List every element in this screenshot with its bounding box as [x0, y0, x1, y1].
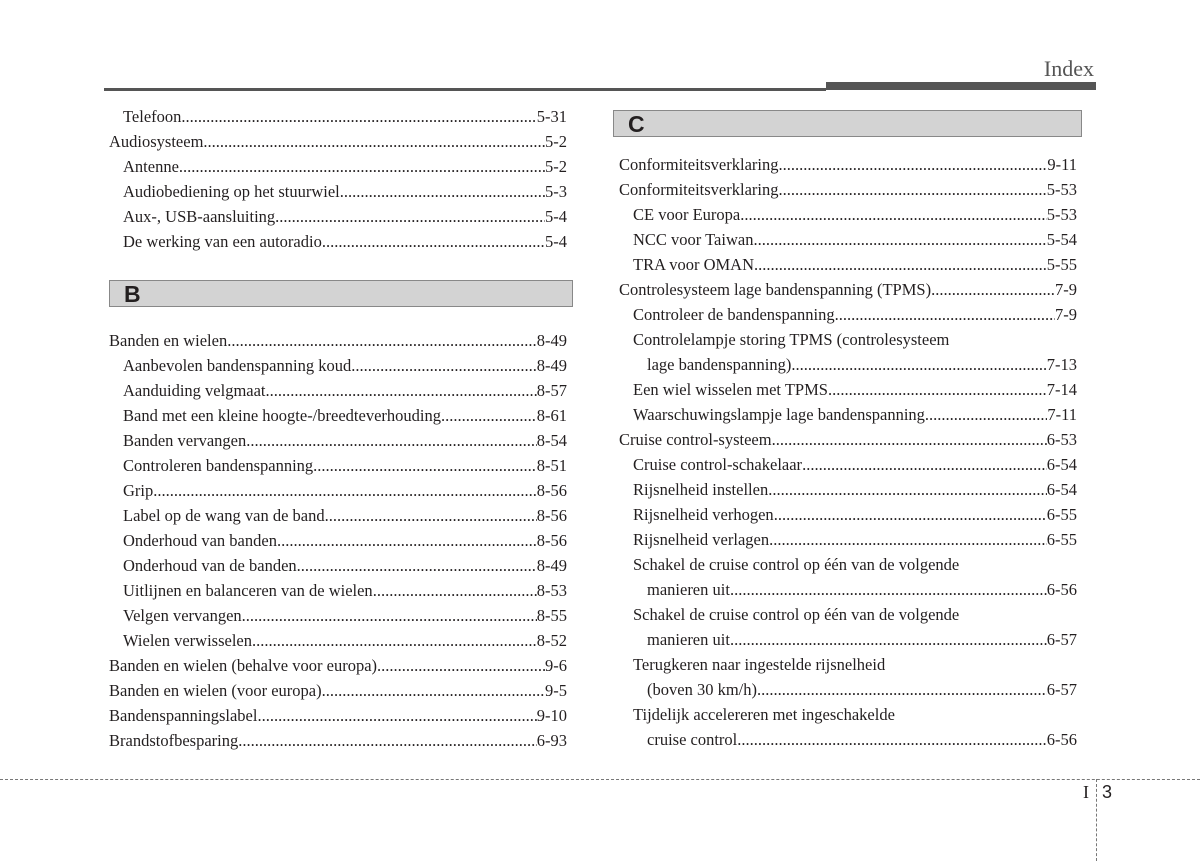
entry-page: 8-49: [536, 556, 567, 575]
entry-label: Banden en wielen (behalve voor europa): [109, 656, 378, 675]
entry-page: 5-4: [545, 207, 567, 226]
index-entry: [619, 552, 1077, 577]
entry-label: Conformiteitsverklaring: [619, 155, 779, 174]
index-entry: [619, 152, 1077, 177]
entry-page: 5-54: [1046, 230, 1077, 249]
entry-label: Uitlijnen en balanceren van de wielen: [123, 581, 373, 600]
header-bar: [826, 82, 1096, 90]
dot-leader: [322, 678, 545, 703]
dot-leader: [768, 477, 1047, 502]
dot-leader: [153, 478, 537, 503]
entry-label: Aanbevolen bandenspanning koud: [123, 356, 352, 375]
index-entry: [619, 177, 1077, 202]
entry-page: 6-93: [536, 731, 567, 750]
index-entry: [109, 154, 567, 179]
dot-leader: [753, 227, 1046, 252]
index-entry: [619, 677, 1077, 702]
index-entry: [109, 179, 567, 204]
header-rule: [104, 88, 826, 91]
dot-leader: [772, 427, 1047, 452]
entry-label: Banden en wielen (voor europa): [109, 681, 322, 700]
index-entry: [619, 402, 1077, 427]
index-entry: [619, 527, 1077, 552]
entry-page: 8-51: [536, 456, 567, 475]
index-entry: [109, 428, 567, 453]
entry-page: 5-53: [1046, 205, 1077, 224]
entry-page: 8-53: [536, 581, 567, 600]
entry-label: Aux-, USB-aansluiting: [123, 207, 276, 226]
entry-page: 8-54: [536, 431, 567, 450]
entry-label: Schakel de cruise control op één van de volgende: [633, 555, 960, 574]
index-entry: [109, 104, 567, 129]
entry-page: 8-61: [536, 406, 567, 425]
entry-label: Rijsnelheid verhogen: [633, 505, 774, 524]
entry-label: TRA voor OMAN: [633, 255, 755, 274]
index-entry: [109, 403, 567, 428]
entry-label: Een wiel wisselen met TPMS: [633, 380, 828, 399]
entry-label: Aanduiding velgmaat: [123, 381, 266, 400]
entry-label: Rijsnelheid verlagen: [633, 530, 770, 549]
entry-label: cruise control: [647, 730, 738, 749]
dot-leader: [238, 728, 537, 753]
entry-page: 5-3: [545, 182, 567, 201]
entry-page: 6-56: [1046, 730, 1077, 749]
index-entry: [109, 204, 567, 229]
entry-label: Bandenspanningslabel: [109, 706, 258, 725]
entry-page: 8-55: [536, 606, 567, 625]
entry-label: Controleer de bandenspanning: [633, 305, 835, 324]
entry-label: Onderhoud van banden: [123, 531, 277, 550]
index-entry: [619, 327, 1077, 352]
index-list-a: [109, 104, 567, 254]
footer-section: I: [1083, 782, 1089, 802]
entry-page: 8-57: [536, 381, 567, 400]
index-entry: [619, 252, 1077, 277]
entry-label: Grip: [123, 481, 154, 500]
index-entry: [109, 453, 567, 478]
dot-leader: [730, 577, 1047, 602]
dot-leader: [373, 578, 537, 603]
entry-page: 5-55: [1046, 255, 1077, 274]
entry-page: 6-55: [1046, 505, 1077, 524]
index-entry: [109, 378, 567, 403]
dot-leader: [757, 677, 1047, 702]
entry-page: 8-56: [536, 506, 567, 525]
dot-leader: [203, 129, 545, 154]
index-entry: [619, 652, 1077, 677]
index-entry: [619, 502, 1077, 527]
dot-leader: [351, 353, 537, 378]
entry-label: Brandstofbesparing: [109, 731, 239, 750]
entry-page: 5-4: [545, 232, 567, 251]
entry-page: 6-54: [1046, 455, 1077, 474]
dot-leader: [740, 202, 1047, 227]
entry-label: Audiosysteem: [109, 132, 204, 151]
entry-page: 7-11: [1047, 405, 1077, 424]
index-entry: [619, 202, 1077, 227]
entry-page: 7-13: [1046, 355, 1077, 374]
entry-label: Velgen vervangen: [123, 606, 242, 625]
entry-label: CE voor Europa: [633, 205, 741, 224]
dot-leader: [737, 727, 1046, 752]
dot-leader: [802, 452, 1047, 477]
dot-leader: [441, 403, 537, 428]
entry-label: Waarschuwingslampje lage bandenspanning: [633, 405, 925, 424]
entry-page: 6-57: [1046, 630, 1077, 649]
entry-page: 6-57: [1046, 680, 1077, 699]
entry-page: 7-9: [1055, 280, 1077, 299]
entry-label: Controlesysteem lage bandenspanning (TPMS): [619, 280, 932, 299]
index-entry: [109, 703, 567, 728]
index-entry: [109, 553, 567, 578]
entry-page: 5-31: [536, 107, 567, 126]
entry-page: 5-2: [545, 132, 567, 151]
entry-label: Wielen verwisselen: [123, 631, 252, 650]
entry-label: Terugkeren naar ingestelde rijsnelheid: [633, 655, 886, 674]
index-entry: [619, 627, 1077, 652]
index-entry: [109, 478, 567, 503]
entry-label: Audiobediening op het stuurwiel: [123, 182, 340, 201]
index-entry: [619, 277, 1077, 302]
entry-label: Label op de wang van de band: [123, 506, 325, 525]
entry-label: Cruise control-systeem: [619, 430, 772, 449]
dot-leader: [313, 453, 537, 478]
index-entry: [109, 628, 567, 653]
dot-leader: [730, 627, 1047, 652]
entry-label: Conformiteitsverklaring: [619, 180, 779, 199]
index-entry: [619, 477, 1077, 502]
entry-page: 9-5: [545, 681, 567, 700]
dot-leader: [252, 628, 537, 653]
entry-page: 9-11: [1047, 155, 1077, 174]
entry-label: lage bandenspanning): [647, 355, 792, 374]
dot-leader: [227, 328, 537, 353]
index-list-c: [619, 152, 1077, 752]
dot-leader: [835, 302, 1055, 327]
entry-label: (boven 30 km/h): [647, 680, 757, 699]
entry-page: 6-55: [1046, 530, 1077, 549]
entry-label: Controlelampje storing TPMS (controlesysteem: [633, 330, 950, 349]
dot-leader: [754, 252, 1047, 277]
dot-leader: [325, 503, 537, 528]
entry-label: Onderhoud van de banden: [123, 556, 297, 575]
entry-label: NCC voor Taiwan: [633, 230, 754, 249]
dot-leader: [257, 703, 536, 728]
dot-leader: [277, 528, 537, 553]
dot-leader: [828, 377, 1047, 402]
entry-page: 7-9: [1055, 305, 1077, 324]
entry-page: 8-56: [536, 481, 567, 500]
dot-leader: [791, 352, 1046, 377]
dot-leader: [297, 553, 537, 578]
dot-leader: [377, 653, 545, 678]
entry-label: Banden vervangen: [123, 431, 247, 450]
entry-label: Band met een kleine hoogte-/breedteverhouding: [123, 406, 441, 425]
entry-label: De werking van een autoradio: [123, 232, 322, 251]
entry-page: 8-49: [536, 331, 567, 350]
entry-label: Schakel de cruise control op één van de volgende: [633, 605, 960, 624]
dot-leader: [925, 402, 1047, 427]
section-header-b: B: [109, 280, 573, 307]
page-number: 3: [1102, 782, 1113, 802]
entry-label: Antenne: [123, 157, 179, 176]
header-title: Index: [1043, 56, 1094, 81]
index-entry: [109, 603, 567, 628]
index-entry: [109, 653, 567, 678]
entry-label: Rijsnelheid instellen: [633, 480, 769, 499]
dot-leader: [181, 104, 536, 129]
entry-page: 8-56: [536, 531, 567, 550]
index-list-b: [109, 328, 567, 753]
index-entry: [619, 602, 1077, 627]
entry-page: 6-56: [1046, 580, 1077, 599]
index-entry: [109, 229, 567, 254]
dot-leader: [774, 502, 1047, 527]
index-entry: [619, 352, 1077, 377]
dot-leader: [275, 204, 545, 229]
index-entry: [109, 528, 567, 553]
index-entry: [619, 377, 1077, 402]
index-entry: [109, 728, 567, 753]
index-entry: [109, 578, 567, 603]
index-entry: [109, 353, 567, 378]
dot-leader: [246, 428, 537, 453]
dot-leader: [778, 177, 1046, 202]
dot-leader: [340, 179, 545, 204]
entry-page: 8-49: [536, 356, 567, 375]
entry-page: 6-54: [1046, 480, 1077, 499]
entry-label: Controleren bandenspanning: [123, 456, 314, 475]
dot-leader: [266, 378, 537, 403]
footer-divider: [1096, 779, 1097, 861]
entry-label: manieren uit: [647, 630, 730, 649]
index-entry: [619, 302, 1077, 327]
index-entry: [109, 678, 567, 703]
entry-page: 6-53: [1046, 430, 1077, 449]
entry-label: manieren uit: [647, 580, 730, 599]
entry-page: 5-53: [1046, 180, 1077, 199]
entry-label: Tijdelijk accelereren met ingeschakelde: [633, 705, 895, 724]
dot-leader: [242, 603, 537, 628]
entry-page: 9-10: [536, 706, 567, 725]
index-entry: [619, 227, 1077, 252]
entry-label: Telefoon: [123, 107, 182, 126]
dot-leader: [769, 527, 1047, 552]
index-entry: [109, 328, 567, 353]
index-entry: [619, 427, 1077, 452]
footer-rule: [0, 779, 1200, 780]
entry-label: Banden en wielen: [109, 331, 228, 350]
entry-page: 5-2: [545, 157, 567, 176]
index-entry: [619, 452, 1077, 477]
dot-leader: [179, 154, 545, 179]
section-header-c: C: [613, 110, 1082, 137]
entry-page: 9-6: [545, 656, 567, 675]
index-entry: [619, 577, 1077, 602]
entry-page: 7-14: [1046, 380, 1077, 399]
entry-page: 8-52: [536, 631, 567, 650]
index-entry: [109, 503, 567, 528]
index-entry: [109, 129, 567, 154]
entry-label: Cruise control-schakelaar: [633, 455, 803, 474]
index-entry: [619, 727, 1077, 752]
dot-leader: [931, 277, 1055, 302]
dot-leader: [322, 229, 545, 254]
index-entry: [619, 702, 1077, 727]
dot-leader: [778, 152, 1047, 177]
